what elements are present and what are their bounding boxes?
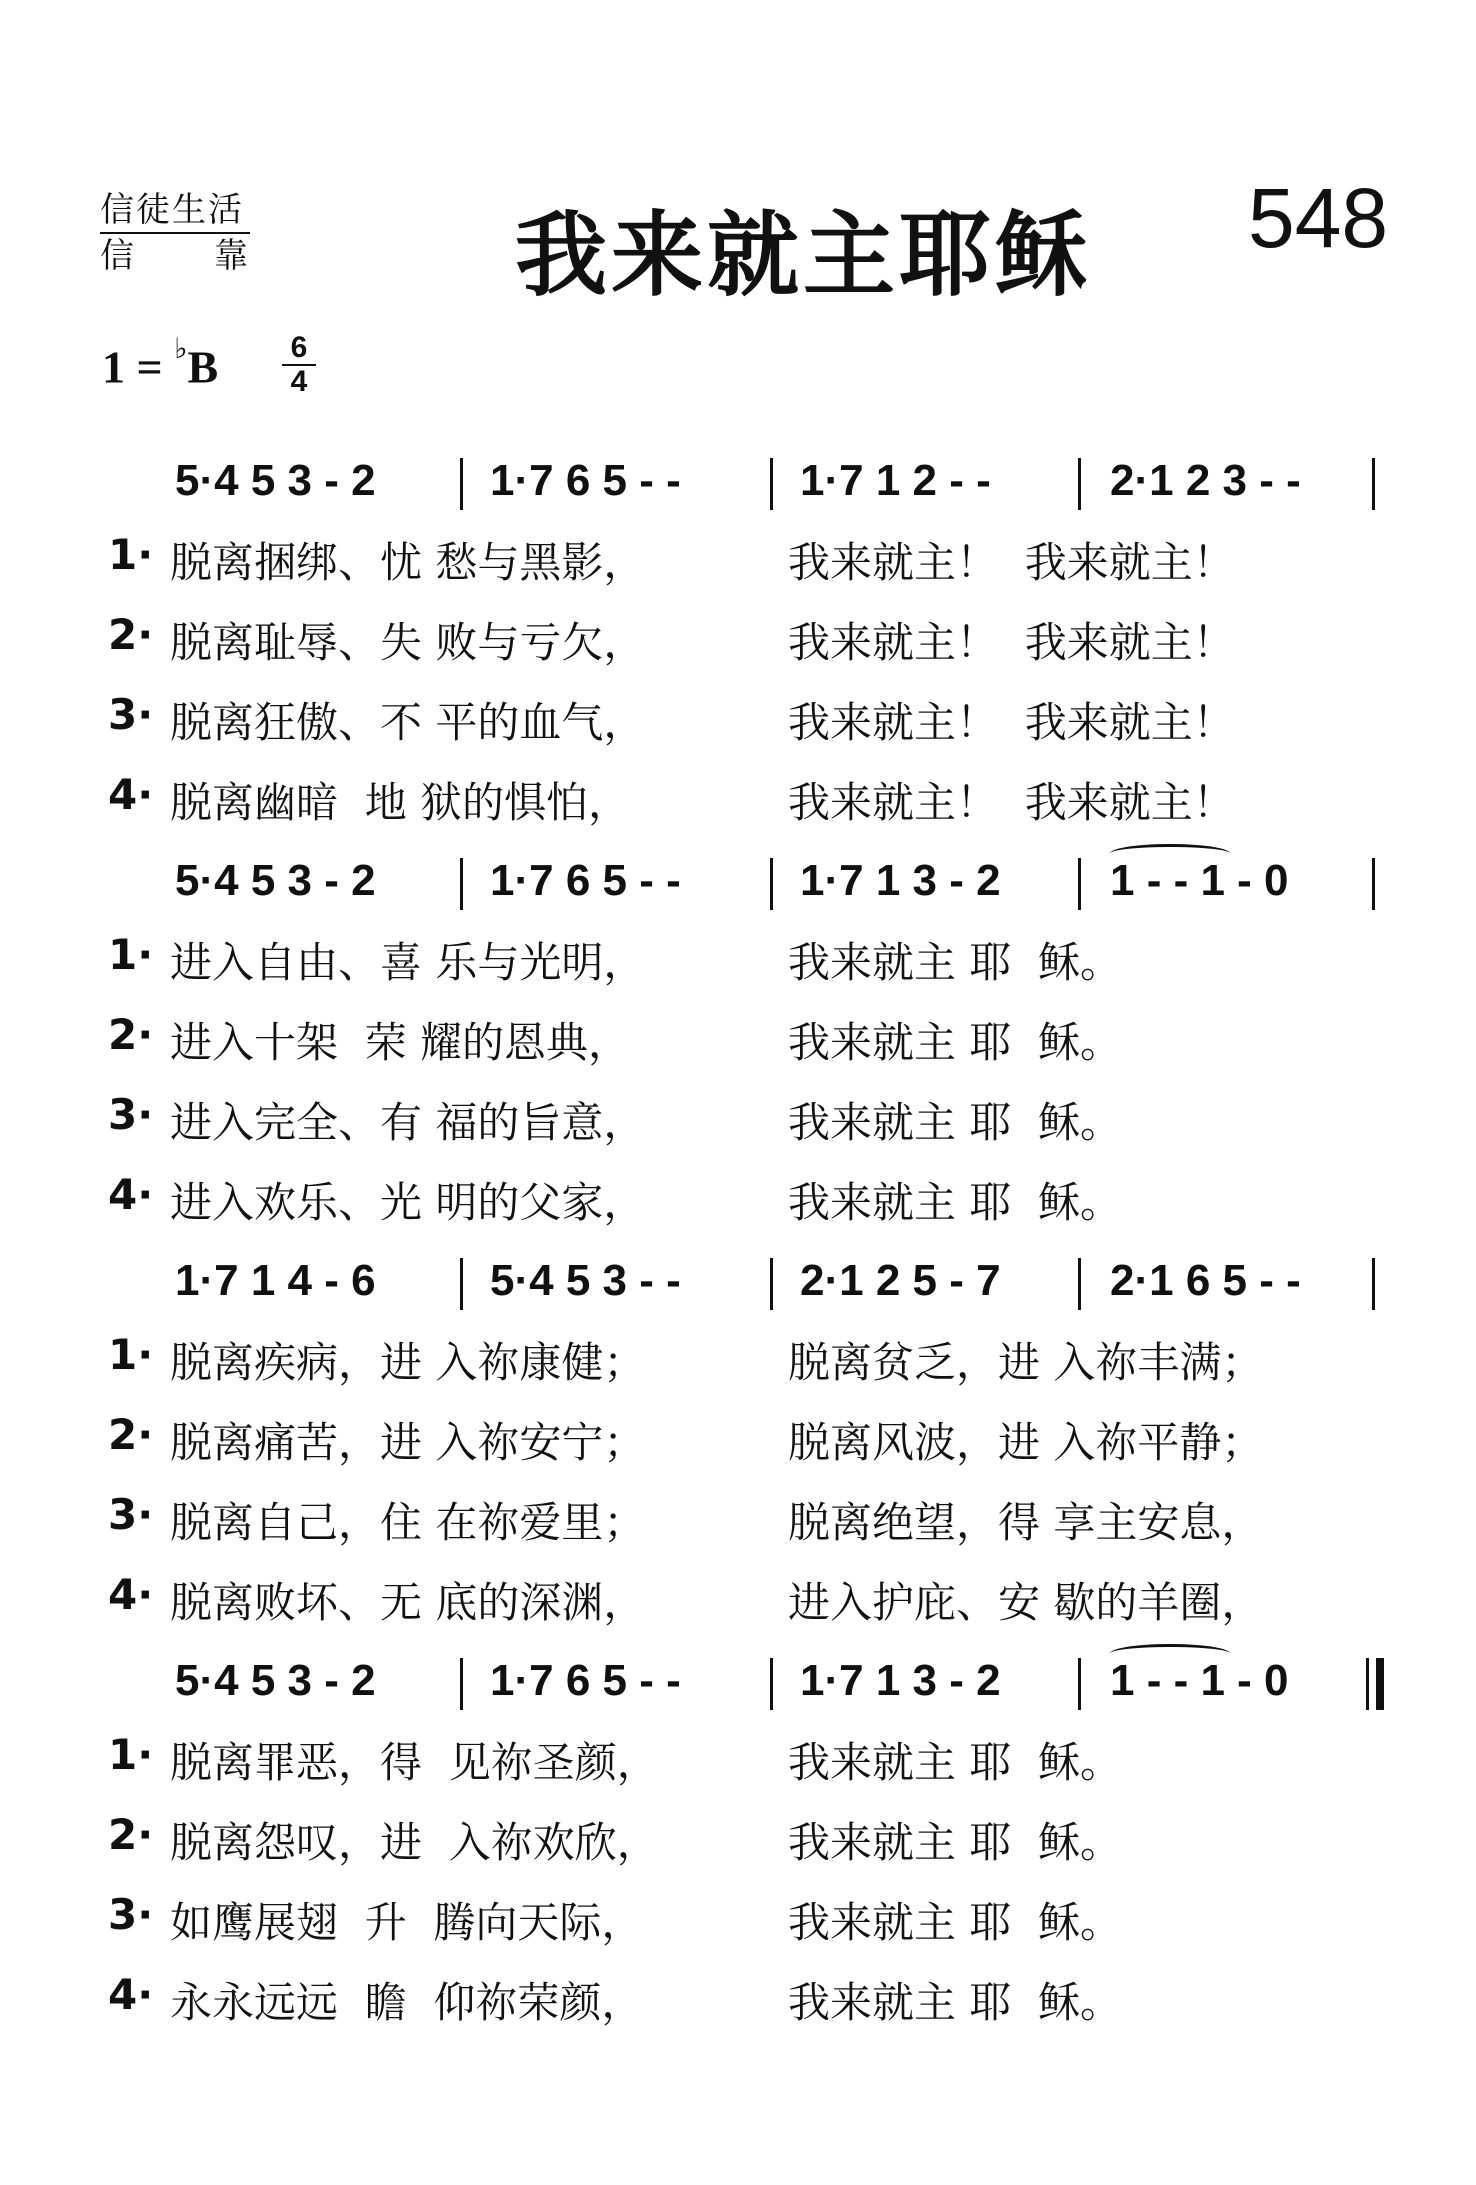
barline bbox=[1372, 458, 1375, 510]
measure-2-1: 5·4 5 3 - 2 bbox=[175, 856, 376, 905]
hymn-category bbox=[100, 188, 250, 278]
lyric-line: 2· 脱离痛苦，进 入祢安宁； 脱离风波，进 入祢平静； bbox=[108, 1410, 1264, 1467]
lyric-line: 3· 进入完全、有 福的旨意， 我来就主 耶 稣。 bbox=[108, 1090, 1123, 1147]
hymn-number: 548 bbox=[1248, 171, 1389, 265]
measure-4-4: 1 - - 1 - 0 bbox=[1110, 1648, 1370, 1728]
measure-1-2: 1·7 6 5 - - bbox=[490, 456, 681, 505]
barline bbox=[1078, 458, 1081, 510]
measure-1-1: 5·4 5 3 - 2 bbox=[175, 456, 376, 505]
lyric-line: 2· 脱离怨叹，进 入祢欢欣， 我来就主 耶 稣。 bbox=[108, 1810, 1123, 1867]
barline bbox=[460, 1258, 463, 1310]
lyric-line: 4· 进入欢乐、光 明的父家， 我来就主 耶 稣。 bbox=[108, 1170, 1123, 1227]
barline bbox=[1078, 858, 1081, 910]
key-signature: 1 = ♭B bbox=[102, 334, 219, 393]
time-signature: 6 4 bbox=[282, 332, 316, 398]
final-barline-thick bbox=[1376, 1658, 1384, 1710]
barline bbox=[460, 1658, 463, 1710]
measure-4-3: 1·7 1 3 - 2 bbox=[800, 1656, 1001, 1705]
barline bbox=[770, 858, 773, 910]
measure-4-1: 5·4 5 3 - 2 bbox=[175, 1656, 376, 1705]
notation-row-1 bbox=[0, 448, 1476, 528]
lyric-line: 3· 脱离自己，住 在祢爱里； 脱离绝望，得 享主安息， bbox=[108, 1490, 1264, 1547]
measure-3-4: 2·1 6 5 - - bbox=[1110, 1256, 1301, 1305]
barline bbox=[770, 1658, 773, 1710]
lyric-line: 1· 脱离捆绑、忧 愁与黑影， 我来就主！ 我来就主！ bbox=[108, 530, 1235, 587]
lyric-line: 3· 脱离狂傲、不 平的血气， 我来就主！ 我来就主！ bbox=[108, 690, 1235, 747]
barline bbox=[460, 858, 463, 910]
lyric-line: 2· 脱离耻辱、失 败与亏欠， 我来就主！ 我来就主！ bbox=[108, 610, 1235, 667]
notation-row-4 bbox=[0, 1648, 1476, 1728]
lyric-line: 2· 进入十架 荣 耀的恩典， 我来就主 耶 稣。 bbox=[108, 1010, 1123, 1067]
lyric-line: 3· 如鹰展翅 升 腾向天际， 我来就主 耶 稣。 bbox=[108, 1890, 1123, 1947]
measure-4-2: 1·7 6 5 - - bbox=[490, 1656, 681, 1705]
hymn-title: 我来就主耶稣 bbox=[515, 201, 1092, 309]
measure-3-2: 5·4 5 3 - - bbox=[490, 1256, 681, 1305]
measure-3-3: 2·1 2 5 - 7 bbox=[800, 1256, 1001, 1305]
measure-1-4: 2·1 2 3 - - bbox=[1110, 456, 1301, 505]
final-barline-thin bbox=[1366, 1658, 1369, 1710]
lyric-line: 4· 永永远远 瞻 仰祢荣颜， 我来就主 耶 稣。 bbox=[108, 1970, 1123, 2027]
barline bbox=[1372, 858, 1375, 910]
barline bbox=[1078, 1658, 1081, 1710]
measure-1-3: 1·7 1 2 - - bbox=[800, 456, 991, 505]
lyric-line: 1· 进入自由、喜 乐与光明， 我来就主 耶 稣。 bbox=[108, 930, 1123, 987]
measure-3-1: 1·7 1 4 - 6 bbox=[175, 1256, 376, 1305]
lyric-line: 1· 脱离罪恶，得 见祢圣颜， 我来就主 耶 稣。 bbox=[108, 1730, 1123, 1787]
category-line-2: 信 靠 bbox=[100, 236, 250, 276]
measure-2-4: 1 - - 1 - 0 bbox=[1110, 848, 1370, 928]
category-line-1: 信徒生活 bbox=[100, 188, 250, 234]
lyric-line: 1· 脱离疾病，进 入祢康健； 脱离贫乏，进 入祢丰满； bbox=[108, 1330, 1264, 1387]
barline bbox=[1078, 1258, 1081, 1310]
barline bbox=[1372, 1258, 1375, 1310]
barline bbox=[770, 458, 773, 510]
notation-row-3 bbox=[0, 1248, 1476, 1328]
lyric-line: 4· 脱离幽暗 地 狱的惧怕， 我来就主！ 我来就主！ bbox=[108, 770, 1235, 827]
barline bbox=[460, 458, 463, 510]
measure-2-3: 1·7 1 3 - 2 bbox=[800, 856, 1001, 905]
notation-row-2 bbox=[0, 848, 1476, 928]
barline bbox=[770, 1258, 773, 1310]
measure-2-2: 1·7 6 5 - - bbox=[490, 856, 681, 905]
lyric-line: 4· 脱离败坏、无 底的深渊， 进入护庇、安 歇的羊圈， bbox=[108, 1570, 1264, 1627]
